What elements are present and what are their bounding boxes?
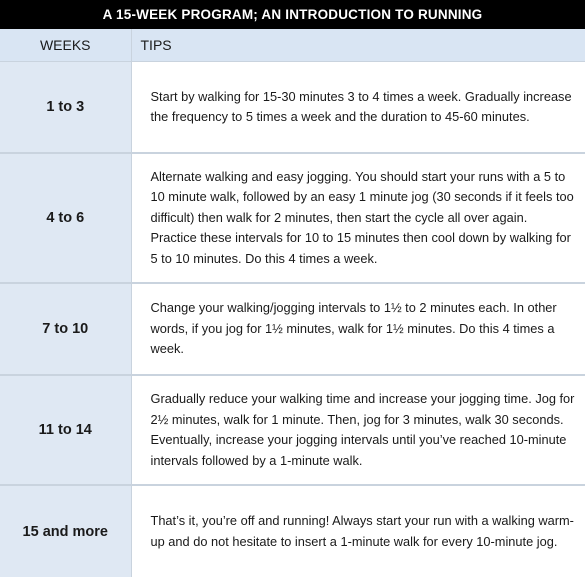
tip-cell: Gradually reduce your walking time and increase your jogging time. Jog for 2½ minutes, walk for 1 minute. Then, jog for 3 minutes, walk 30 seconds. Eventually, increase your jogging intervals until you’ve reached 10-minute intervals followed by a 1-minute walk. xyxy=(131,375,585,485)
tip-cell: That’s it, you’re off and running! Always start your run with a walking warm-up and do not hesitate to insert a 1-minute walk for every 10-minute jog. xyxy=(131,485,585,577)
page-title: A 15-WEEK PROGRAM; AN INTRODUCTION TO RUNNING xyxy=(0,0,585,29)
table-row xyxy=(0,375,585,485)
tip-cell: Alternate walking and easy jogging. You should start your runs with a 5 to 10 minute walk, followed by an easy 1 minute jog (30 seconds if it feels too difficult) then walk for 2 minutes, then start the cycle all over again. Practice these intervals for 10 to 15 minutes then cool down by walking for 5 to 10 minutes. Do this 4 times a week. xyxy=(131,153,585,283)
weeks-cell: 15 and more xyxy=(0,485,131,577)
table-row xyxy=(0,283,585,375)
weeks-cell: 1 to 3 xyxy=(0,62,131,154)
weeks-cell: 4 to 6 xyxy=(0,153,131,283)
tip-cell: Change your walking/jogging intervals to 1½ to 2 minutes each. In other words, if you jog for 1½ minutes, walk for 1½ minutes. Do this 4 times a week. xyxy=(131,283,585,375)
weeks-cell: 7 to 10 xyxy=(0,283,131,375)
schedule-table xyxy=(0,29,585,577)
table-header-row xyxy=(0,29,585,62)
tips-column-header: TIPS xyxy=(131,29,585,62)
table-row xyxy=(0,485,585,577)
table-row xyxy=(0,153,585,283)
weeks-column-header: WEEKS xyxy=(0,29,131,62)
weeks-cell: 11 to 14 xyxy=(0,375,131,485)
tip-cell: Start by walking for 15-30 minutes 3 to 4 times a week. Gradually increase the frequency to 5 times a week and the duration to 45-60 minutes. xyxy=(131,62,585,154)
table-row xyxy=(0,62,585,154)
